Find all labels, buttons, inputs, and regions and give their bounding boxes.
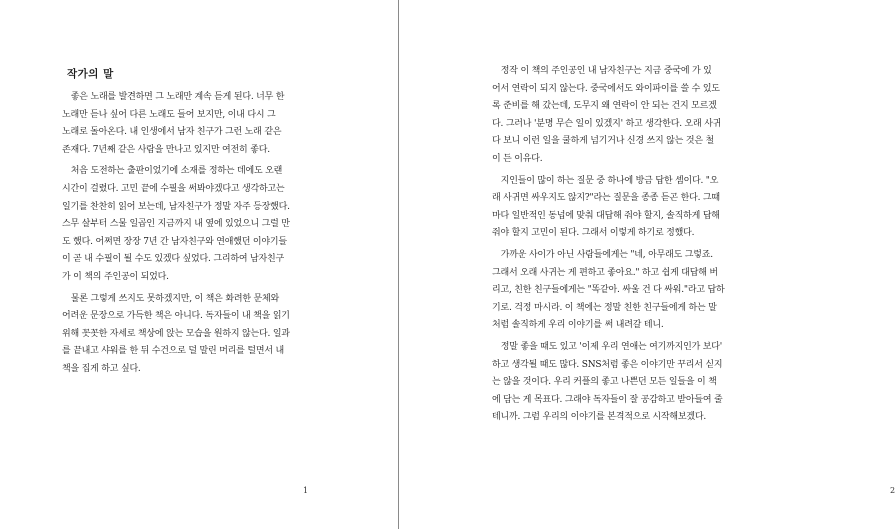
text-line: 테니까. 그럼 우리의 이야기를 본격적으로 시작해보겠다. (492, 412, 706, 423)
text-line: 래 사귀면 싸우지도 않지?"라는 질문을 종종 듣곤 한다. 그때 (492, 193, 720, 204)
text-line: 정말 좋을 때도 있고 '이제 우리 연애는 여기까지인가 보다' (492, 341, 722, 352)
text-line: 어서 연락이 되지 않는다. 중국에서도 와이파이를 쓸 수 있도 (492, 83, 720, 94)
text-line: 스무 살부터 스물 일곱인 지금까지 내 옆에 있었으니 그럴 만 (62, 219, 290, 230)
text-line: 어려운 문장으로 가득한 책은 아니다. 독자들이 내 책을 읽기 (62, 311, 290, 322)
text-line: 존재다. 7년째 같은 사람을 만나고 있지만 여전히 좋다. (62, 144, 270, 155)
text-line: 마다 일반적인 동넙에 맞춰 대답해 줘야 할지, 솔직하게 답해 (492, 210, 720, 221)
text-line: 위해 꼿꼿한 자세로 책상에 앉는 모습을 원하지 않는다. 일과 (62, 328, 290, 339)
text-line: 일기를 찬찬히 읽어 보는데, 남자친구가 정말 자주 등장했다. (62, 201, 290, 212)
text-line: 하고 생각될 때도 많다. SNS처럼 좋은 이야기만 꾸리서 싣지 (492, 359, 723, 370)
text-line: 이 곧 내 수필이 될 수도 있겠다 싶었다. 그리하여 남자친구 (62, 254, 284, 265)
text-line: 책을 집게 하고 싶다. (62, 363, 141, 374)
page-number: 2 (890, 486, 895, 495)
text-line: 좋은 노래를 발견하면 그 노래만 계속 듣게 된다. 너무 한 (62, 92, 285, 102)
text-line: 다 보니 이런 일을 쿨하게 넘기거나 신경 쓰지 않는 것은 철 (492, 136, 714, 147)
left-page-body (62, 89, 290, 383)
text-line: 이 든 이유다. (492, 153, 543, 164)
paragraph (62, 163, 290, 286)
text-line: 가까운 사이가 아닌 사람들에게는 "네, 아무래도 그렇죠. (492, 249, 713, 260)
paragraph (492, 173, 725, 243)
text-line: 지인들이 많이 하는 질문 중 하나에 방금 답한 셈이다. "오 (492, 175, 719, 186)
text-line: 정작 이 책의 주인공인 내 남자친구는 지금 중국에 가 있 (492, 66, 712, 76)
paragraph (492, 247, 725, 335)
paragraph (492, 63, 725, 169)
page-divider (398, 0, 399, 529)
paragraph (492, 339, 725, 427)
text-line: 는 않을 것이다. 우리 커플의 좋고 나쁜던 모든 일들을 이 책 (492, 377, 717, 388)
text-line: 록 준비를 해 갔는데, 도무지 왜 연락이 안 되는 건지 모르겠 (492, 101, 717, 112)
text-line: 노래로 돌아온다. 내 인생에서 남자 친구가 그런 노래 같은 (62, 127, 282, 138)
text-line: 시간이 걸렸다. 고민 끝에 수필을 써봐야겠다고 생각하고는 (62, 183, 285, 194)
text-line: 리고, 친한 친구들에게는 "똑같아. 싸울 건 다 싸워."라고 답하 (492, 285, 725, 296)
page-heading: 작가의 말 (67, 68, 114, 80)
text-line: 에 담는 게 목표다. 그래야 독자들이 잘 공감하고 받아들여 줄 (492, 394, 723, 405)
text-line: 물론 그렇게 쓰지도 못하겠지만, 이 책은 화려한 문체와 (62, 293, 279, 304)
text-line: 가 이 책의 주인공이 되었다. (62, 271, 169, 282)
text-line: 그래서 오래 사귀는 게 편하고 좋아요." 하고 쉽게 대답해 버 (492, 267, 718, 278)
text-line: 처럼 솔직하게 우리 이야기를 써 내려갈 테니. (492, 320, 664, 331)
text-line: 도 했다. 어쩌면 장장 7년 간 남자친구와 연애했던 이야기들 (62, 236, 287, 247)
text-line: 처음 도전하는 출판이었기에 소재를 정하는 데에도 오랜 (62, 166, 283, 177)
left-page (0, 0, 398, 529)
paragraph (62, 291, 290, 379)
page-number: 1 (303, 486, 309, 495)
text-line: 기로. 걱정 마시라. 이 책에는 정말 친한 친구들에게 하는 말 (492, 302, 717, 313)
text-line: 를 끝내고 샤워를 한 뒤 수건으로 덜 말린 머리를 털면서 내 (62, 346, 284, 357)
text-line: 노래만 듣나 싶어 다른 노래도 들어 보지만, 이내 다시 그 (62, 109, 276, 120)
text-line: 줘야 할지 고민이 된다. 그래서 이렇게 하기로 정했다. (492, 228, 695, 239)
text-line: 다. 그러나 '분명 무슨 일이 있겠지' 하고 생각한다. 오래 사귀 (492, 118, 722, 129)
paragraph (62, 89, 290, 159)
right-page-body (492, 63, 725, 431)
